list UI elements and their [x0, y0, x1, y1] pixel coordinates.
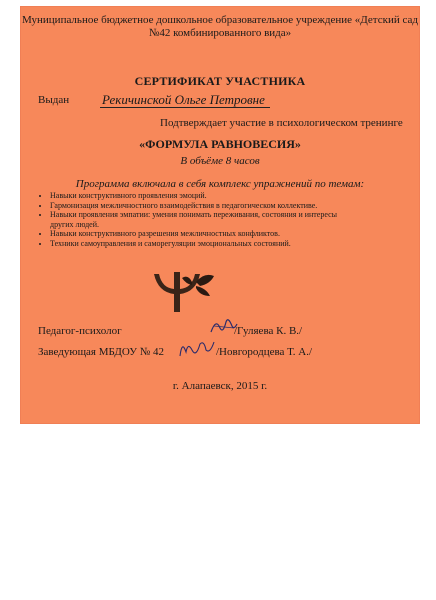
program-intro: Программа включала в себя комплекс упражнений по темам:	[75, 178, 365, 190]
signer-name: /Новгородцева Т. А./	[216, 346, 313, 358]
training-name: «ФОРМУЛА РАВНОВЕСИЯ»	[139, 137, 301, 151]
signature-2	[176, 336, 216, 360]
list-item: • Техники самоуправления и саморегуляции эмоциональных состояний.	[50, 239, 350, 249]
list-item: • Навыки конструктивного проявления эмоций.	[50, 191, 350, 201]
training-hours: В объёме 8 часов	[180, 155, 260, 167]
signer-role: Педагог-психолог	[38, 325, 122, 337]
topics-list	[32, 191, 350, 248]
psi-logo-icon	[144, 268, 224, 318]
signer-role: Заведующая МБДОУ № 42	[38, 346, 165, 358]
list-item: • Навыки проявления эмпатии: умения понимать переживания, состояния и интересы других людей.	[50, 210, 350, 229]
confirmation-text: Подтверждает участие в психологическом тренинге	[160, 117, 403, 129]
issued-label: Выдан	[38, 94, 70, 106]
list-item: • Гармонизация межличностного взаимодействия в педагогическом коллективе.	[50, 201, 350, 211]
organization-name: Муниципальное бюджетное дошкольное образовательное учреждение «Детский сад №42 комбинированного вида»	[22, 14, 418, 39]
certificate-title: СЕРТИФИКАТ УЧАСТНИКА	[134, 74, 306, 88]
list-item: • Навыки конструктивного разрешения межличностных конфликтов.	[50, 229, 350, 239]
certificate	[20, 6, 420, 424]
city-year: г. Алапаевск, 2015 г.	[172, 380, 268, 392]
recipient-underline	[100, 107, 270, 108]
signer-name: /Гуляева К. В./	[234, 325, 303, 337]
recipient-name: Рекичинской Ольге Петровне	[102, 92, 265, 107]
